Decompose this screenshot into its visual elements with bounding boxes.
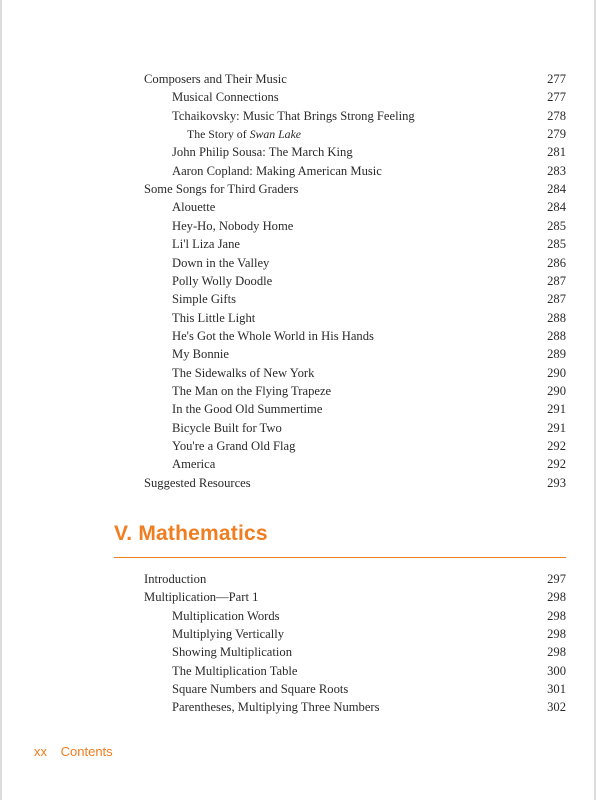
toc-entry[interactable] xyxy=(0,419,596,437)
toc-entry[interactable] xyxy=(0,162,596,180)
toc-entry-title: Suggested Resources xyxy=(144,475,251,490)
toc-entry-page-number: 279 xyxy=(547,127,566,142)
toc-entry[interactable] xyxy=(0,400,596,418)
toc-entry[interactable] xyxy=(0,345,596,363)
toc-entry-page-number: 293 xyxy=(547,475,566,490)
toc-entry[interactable] xyxy=(0,180,596,198)
toc-entry-page-number: 277 xyxy=(547,72,566,86)
toc-entry[interactable] xyxy=(0,588,596,606)
toc-entry[interactable] xyxy=(0,364,596,382)
toc-entry[interactable] xyxy=(0,474,596,492)
toc-entry[interactable] xyxy=(0,437,596,455)
toc-entry-page-number: 287 xyxy=(547,273,566,288)
toc-entry-title: America xyxy=(172,457,216,472)
toc-entry[interactable] xyxy=(0,143,596,161)
toc-entry[interactable] xyxy=(0,455,596,473)
toc-entry-page-number: 288 xyxy=(547,328,566,343)
toc-entry-title: Showing Multiplication xyxy=(172,645,292,660)
toc-entry[interactable] xyxy=(0,625,596,643)
toc-entry[interactable] xyxy=(0,570,596,588)
toc-entry-page-number: 290 xyxy=(547,365,566,380)
toc-entry-page-number: 291 xyxy=(547,402,566,417)
toc-entry[interactable] xyxy=(0,662,596,680)
toc-entry-title: Square Numbers and Square Roots xyxy=(172,682,349,697)
toc-entry-title: Polly Wolly Doodle xyxy=(172,273,273,288)
toc-entry-page-number: 285 xyxy=(547,237,566,252)
toc-entry-page-number: 300 xyxy=(547,663,566,678)
toc-entry-page-number: 281 xyxy=(547,145,566,160)
toc-entry-page-number: 302 xyxy=(547,700,566,715)
toc-entry[interactable] xyxy=(0,607,596,625)
toc-entry-page-number: 278 xyxy=(547,108,566,123)
toc-entry-title: You're a Grand Old Flag xyxy=(172,439,296,453)
toc-entry-page-number: 291 xyxy=(547,420,566,435)
toc-entry-page-number: 284 xyxy=(547,200,566,215)
toc-entry[interactable] xyxy=(0,125,596,143)
toc-entry[interactable] xyxy=(0,290,596,308)
toc-entry-page-number: 283 xyxy=(547,163,566,178)
page-footer xyxy=(34,744,113,759)
toc-entry-title: My Bonnie xyxy=(172,347,230,362)
toc-entry-page-number: 290 xyxy=(547,383,566,398)
footer-page-number: xx xyxy=(34,744,47,759)
toc-entry[interactable] xyxy=(0,272,596,290)
toc-entry-title: Bicycle Built for Two xyxy=(172,420,282,435)
toc-entry[interactable] xyxy=(0,309,596,327)
toc-entry-title xyxy=(187,125,301,143)
toc-entry-page-number: 292 xyxy=(547,439,566,453)
toc-entry-title: Multiplication Words xyxy=(172,608,280,623)
footer-label: Contents xyxy=(60,744,113,759)
toc-entry[interactable] xyxy=(0,217,596,235)
toc-entry-page-number: 292 xyxy=(547,457,566,472)
toc-entry[interactable] xyxy=(0,680,596,698)
toc-entry-title: John Philip Sousa: The March King xyxy=(172,145,353,160)
toc-entry-title: Some Songs for Third Graders xyxy=(144,182,299,197)
toc-entry-title: Composers and Their Music xyxy=(144,72,287,86)
toc-entry-page-number: 298 xyxy=(547,627,566,642)
toc-entry-title: Aaron Copland: Making American Music xyxy=(172,163,382,178)
toc-entry-page-number: 285 xyxy=(547,218,566,233)
toc-entry[interactable] xyxy=(0,698,596,716)
toc-entry-title: The Sidewalks of New York xyxy=(172,365,315,380)
toc-entry-page-number: 277 xyxy=(547,90,566,105)
toc-entry-title: This Little Light xyxy=(172,310,256,325)
toc-entry-page-number: 288 xyxy=(547,310,566,325)
toc-entry-page-number: 301 xyxy=(547,682,566,697)
section-divider xyxy=(114,557,566,558)
toc-entry[interactable] xyxy=(0,235,596,253)
toc-entry[interactable] xyxy=(0,382,596,400)
toc-entry-title: The Multiplication Table xyxy=(172,663,298,678)
toc-entry[interactable] xyxy=(0,254,596,272)
toc-entry[interactable] xyxy=(0,643,596,661)
toc-entry-page-number: 289 xyxy=(547,347,566,362)
toc-entry-title: Li'l Liza Jane xyxy=(172,237,241,252)
toc-entry-page-number: 298 xyxy=(547,590,566,605)
toc-entry-title: Simple Gifts xyxy=(172,292,237,307)
toc-entry-page-number: 298 xyxy=(547,608,566,623)
toc-entry[interactable] xyxy=(0,70,596,88)
toc-entry[interactable] xyxy=(0,198,596,216)
toc-entry-page-number: 298 xyxy=(547,645,566,660)
toc-entry-page-number: 287 xyxy=(547,292,566,307)
toc-entry-page-number: 297 xyxy=(547,572,566,586)
toc-entry-title: Introduction xyxy=(144,572,207,586)
toc-entry-title: Hey-Ho, Nobody Home xyxy=(172,218,294,233)
toc-entry[interactable] xyxy=(0,88,596,106)
toc-entry-title: Multiplying Vertically xyxy=(172,627,285,642)
toc-entry-title: Tchaikovsky: Music That Brings Strong Feeling xyxy=(172,108,415,123)
toc-entry-page-number: 284 xyxy=(547,182,566,197)
toc-entry-page-number: 286 xyxy=(547,255,566,270)
toc-entry-title-prefix: The Story of xyxy=(187,127,250,142)
toc-entry-title-italic: Swan Lake xyxy=(249,127,302,142)
toc-entry-title: Musical Connections xyxy=(172,90,279,105)
toc-entry-title: Parentheses, Multiplying Three Numbers xyxy=(172,700,380,715)
toc-entry-title: Alouette xyxy=(172,200,216,215)
toc-entry-title: He's Got the Whole World in His Hands xyxy=(172,328,374,343)
toc-entry-title: Multiplication—Part 1 xyxy=(144,590,259,605)
toc-entry[interactable] xyxy=(0,327,596,345)
toc-entry-title: The Man on the Flying Trapeze xyxy=(172,383,332,398)
toc-entry[interactable] xyxy=(0,107,596,125)
toc-entry-title: Down in the Valley xyxy=(172,255,270,270)
section-heading: V. Mathematics xyxy=(114,522,268,545)
toc-entry-title: In the Good Old Summertime xyxy=(172,402,323,417)
